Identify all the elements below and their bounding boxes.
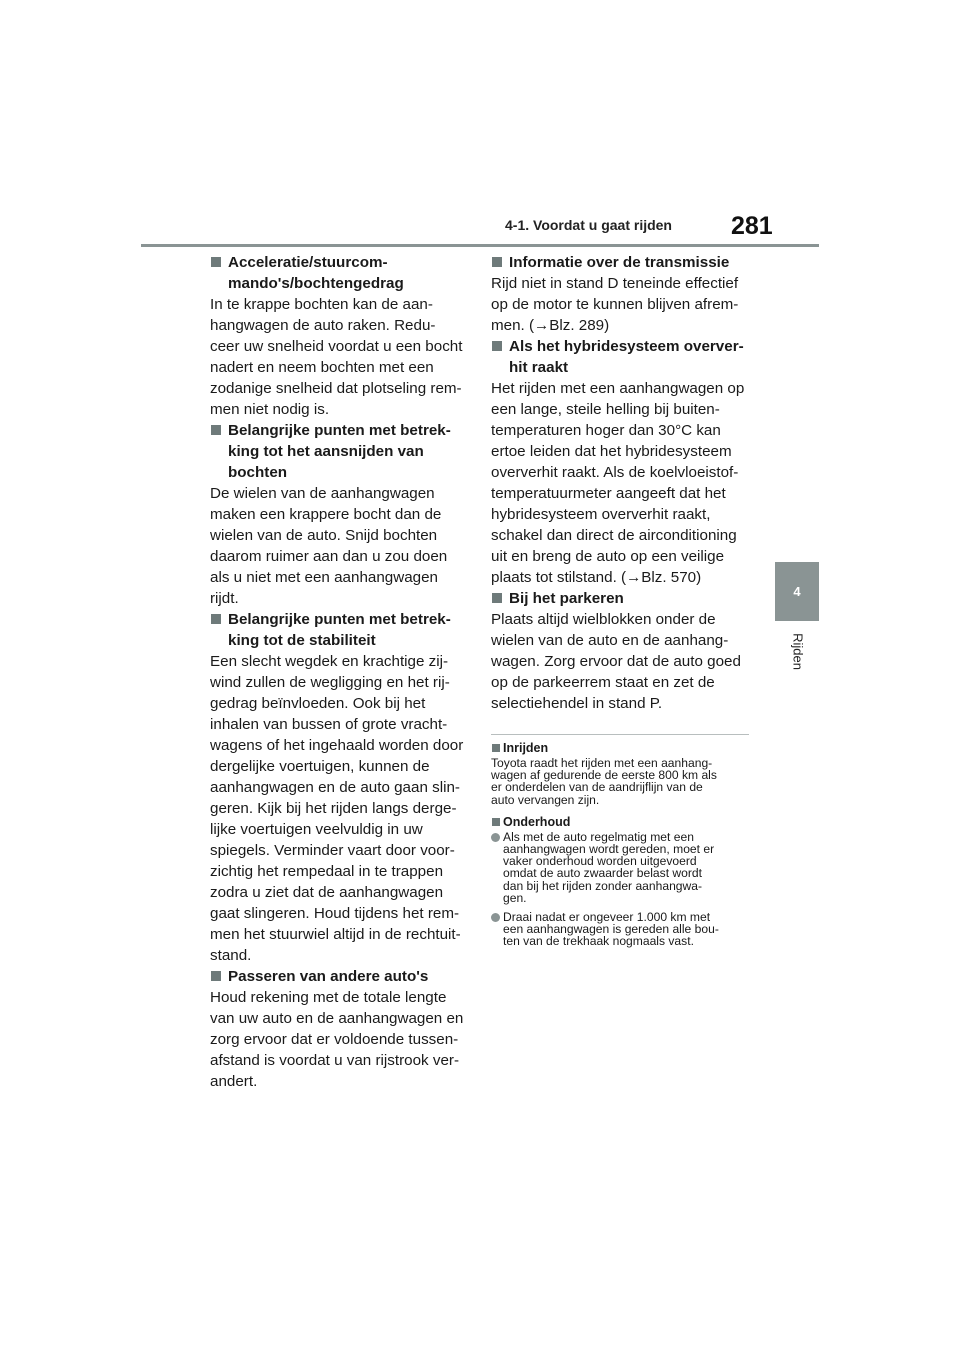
heading-text: Passeren van andere auto's	[228, 968, 429, 985]
header-divider	[141, 244, 819, 247]
square-bullet-icon	[492, 818, 500, 826]
left-column	[210, 252, 470, 1092]
heading-text: Informatie over de transmissie	[509, 254, 730, 271]
heading-text: Belangrijke punten met betrek- king tot het aansnijden van bochten	[228, 422, 451, 481]
section-heading	[210, 420, 470, 483]
bullet-item	[491, 911, 749, 948]
body-paragraph: Het rijden met een aanhangwagen op een lange, steile helling bij buiten- temperaturen hoger dan 30°C kan ertoe leiden dat het hybridesysteem oververhit raakt. Als de koelvloeistof- temperatuurmeter aangeeft dat het hybridesysteem oververhit raakt, schakel dan direct de airconditioning uit en breng de auto op een veilige plaats tot stilstand. (→Blz. 570)	[491, 380, 745, 586]
body-paragraph: In te krappe bochten kan de aan- hangwagen de auto raken. Redu- ceer uw snelheid voordat u een bocht nadert en neem bochten met een zodanige snelheid dat plotseling rem- men niet nodig is.	[210, 296, 463, 418]
chapter-number: 4	[793, 584, 801, 599]
notes-content	[491, 740, 749, 948]
body-paragraph: Toyota raadt het rijden met een aanhang- wagen af gedurende de eerste 800 km als er onderdelen van de aandrijflijn van de auto vervangen zijn.	[491, 756, 717, 807]
section-heading	[491, 252, 751, 273]
section-heading	[491, 814, 749, 830]
chapter-tab[interactable]	[775, 562, 819, 621]
notes-divider	[491, 734, 749, 735]
section-heading	[210, 609, 470, 651]
circle-bullet-icon	[491, 833, 500, 842]
square-bullet-icon	[211, 971, 221, 981]
heading-text: Bij het parkeren	[509, 590, 624, 607]
page-number: 281	[731, 212, 773, 240]
section-heading	[491, 588, 751, 609]
heading-text: Als het hybridesysteem overver- hit raakt	[509, 338, 744, 376]
right-column	[491, 252, 751, 714]
heading-text: Inrijden	[503, 741, 549, 755]
body-paragraph: De wielen van de aanhangwagen maken een krappere bocht dan de wielen van de auto. Snijd bochten daarom ruimer aan dan u zou doen als u niet met een aanhangwagen rijdt.	[210, 485, 448, 607]
square-bullet-icon	[492, 593, 502, 603]
section-heading	[491, 740, 749, 756]
notes-section	[491, 734, 749, 955]
square-bullet-icon	[211, 257, 221, 267]
chapter-label: Rijden	[790, 633, 806, 670]
square-bullet-icon	[492, 744, 500, 752]
heading-text: Onderhoud	[503, 814, 571, 829]
square-bullet-icon	[492, 341, 502, 351]
section-heading	[210, 252, 470, 294]
body-paragraph: Houd rekening met de totale lengte van uw auto en de aanhangwagen en zorg ervoor dat er voldoende tussen- afstand is voordat u van rijstrook ver- andert.	[210, 989, 464, 1090]
bullet-item	[491, 831, 749, 904]
section-heading	[491, 336, 751, 378]
square-bullet-icon	[211, 614, 221, 624]
bullet-text: Draai nadat er ongeveer 1.000 km met een aanhangwagen is gereden alle bou- ten van de trekhaak nogmaals vast.	[503, 910, 719, 949]
body-paragraph: Rijd niet in stand D teneinde effectief op de motor te kunnen blijven afrem- men. (→Blz. 289)	[491, 275, 739, 334]
heading-text: Belangrijke punten met betrek- king tot de stabiliteit	[228, 611, 451, 649]
square-bullet-icon	[211, 425, 221, 435]
square-bullet-icon	[492, 257, 502, 267]
body-paragraph: Een slecht wegdek en krachtige zij- wind zullen de wegligging en het rij- gedrag beïnvloeden. Ook bij het inhalen van bussen of grote vracht- wagens of het ingehaald worden door dergelijke voertuigen, kunnen de aanhangwagen en de auto gaan slin- geren. Kijk bij het rijden langs derge- lijke voertuigen veelvuldig in uw spiegels. Verminder vaart door voor- zichtig het rempedaal in te trappen zodra u ziet dat de aanhangwagen gaat slingeren. Houd tijdens het rem- men het stuurwiel altijd in de rechtuit- stand.	[210, 653, 464, 964]
circle-bullet-icon	[491, 913, 500, 922]
section-heading	[210, 966, 470, 987]
bullet-text: Als met de auto regelmatig met een aanhangwagen wordt gereden, moet er vaker onderhoud worden uitgevoerd omdat de auto zwaarder belast wordt dan bij het rijden zonder aanhangwa- gen.	[503, 829, 715, 905]
body-paragraph: Plaats altijd wielblokken onder de wielen van de auto en de aanhang- wagen. Zorg ervoor dat de auto goed op de parkeerrem staat en zet de selectiehendel in stand P.	[491, 611, 741, 712]
section-title: 4-1. Voordat u gaat rijden	[505, 217, 672, 233]
heading-text: Acceleratie/stuurcom- mando's/bochtengedrag	[228, 254, 404, 292]
